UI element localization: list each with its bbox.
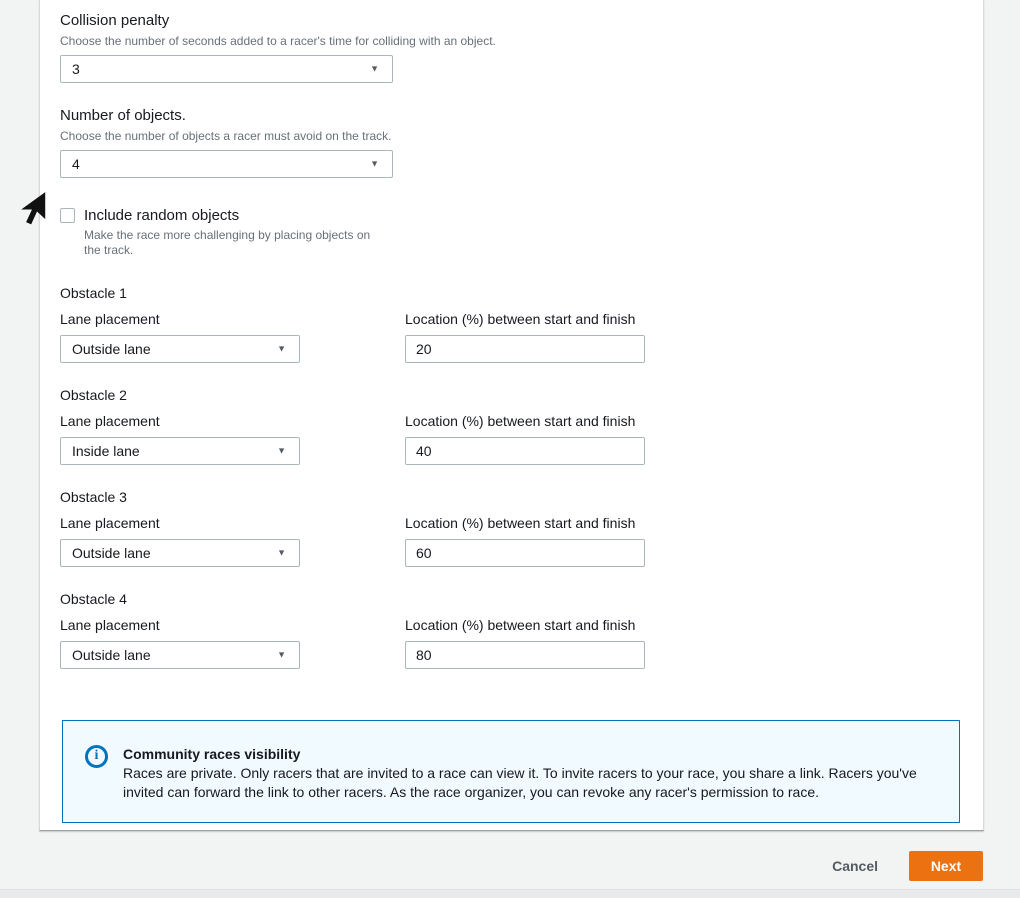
include-random-objects-label[interactable]: Include random objects	[84, 207, 240, 224]
obstacle-2-section	[60, 386, 961, 465]
location-label: Location (%) between start and finish	[405, 311, 636, 327]
obstacle-4-section	[60, 590, 961, 669]
collision-penalty-value: 3	[72, 61, 80, 77]
chevron-down-icon: ▼	[277, 445, 286, 456]
lane-placement-label: Lane placement	[60, 617, 160, 633]
wizard-actions	[832, 851, 983, 881]
chevron-down-icon: ▼	[277, 649, 286, 660]
race-settings-panel	[39, 0, 984, 831]
obstacle-3-title: Obstacle 3	[60, 489, 127, 505]
community-races-visibility-infobox	[62, 720, 960, 823]
infobox-title: Community races visibility	[123, 746, 301, 762]
collision-penalty-description: Choose the number of seconds added to a racer's time for colliding with an object.	[60, 34, 496, 48]
obstacle-4-location-input[interactable]	[405, 641, 645, 669]
number-of-objects-group	[60, 107, 961, 178]
obstacle-3-lane-value: Outside lane	[72, 545, 151, 561]
obstacle-3-location-input[interactable]	[405, 539, 645, 567]
next-button[interactable]: Next	[909, 851, 983, 881]
cancel-button[interactable]: Cancel	[832, 858, 878, 874]
obstacle-2-lane-value: Inside lane	[72, 443, 140, 459]
obstacle-2-location-input[interactable]	[405, 437, 645, 465]
infobox-text: Races are private. Only racers that are invited to a race can view it. To invite racers to your race, you share a link. Racers you've invited can forward the link to other racers. As the race organizer, you can revoke any racer's permission to race.	[123, 765, 917, 800]
collision-penalty-select[interactable]	[60, 55, 393, 83]
lane-placement-label: Lane placement	[60, 515, 160, 531]
chevron-down-icon: ▼	[277, 343, 286, 354]
obstacle-1-lane-value: Outside lane	[72, 341, 151, 357]
lane-placement-label: Lane placement	[60, 311, 160, 327]
obstacle-1-lane-select[interactable]	[60, 335, 300, 363]
number-of-objects-description: Choose the number of objects a racer must avoid on the track.	[60, 129, 392, 143]
obstacle-4-title: Obstacle 4	[60, 591, 127, 607]
obstacle-1-section	[60, 284, 961, 363]
chevron-down-icon: ▼	[370, 63, 379, 74]
lane-placement-label: Lane placement	[60, 413, 160, 429]
location-label: Location (%) between start and finish	[405, 413, 636, 429]
info-icon: i	[85, 745, 108, 768]
location-label: Location (%) between start and finish	[405, 617, 636, 633]
obstacle-2-title: Obstacle 2	[60, 387, 127, 403]
include-random-objects-checkbox[interactable]	[60, 208, 75, 223]
collision-penalty-label: Collision penalty	[60, 12, 170, 29]
obstacle-1-location-input[interactable]	[405, 335, 645, 363]
chevron-down-icon: ▼	[277, 547, 286, 558]
obstacle-1-title: Obstacle 1	[60, 285, 127, 301]
chevron-down-icon: ▼	[370, 158, 379, 169]
number-of-objects-select[interactable]	[60, 150, 393, 178]
location-label: Location (%) between start and finish	[405, 515, 636, 531]
obstacle-4-lane-value: Outside lane	[72, 647, 151, 663]
bottom-strip	[0, 889, 1020, 898]
obstacle-4-lane-select[interactable]	[60, 641, 300, 669]
include-random-objects-row	[60, 207, 961, 224]
obstacle-2-lane-select[interactable]	[60, 437, 300, 465]
collision-penalty-group	[60, 12, 961, 83]
number-of-objects-label: Number of objects.	[60, 107, 186, 124]
include-random-objects-description: Make the race more challenging by placing objects on the track.	[84, 228, 371, 257]
obstacle-3-lane-select[interactable]	[60, 539, 300, 567]
number-of-objects-value: 4	[72, 156, 80, 172]
obstacle-3-section	[60, 488, 961, 567]
